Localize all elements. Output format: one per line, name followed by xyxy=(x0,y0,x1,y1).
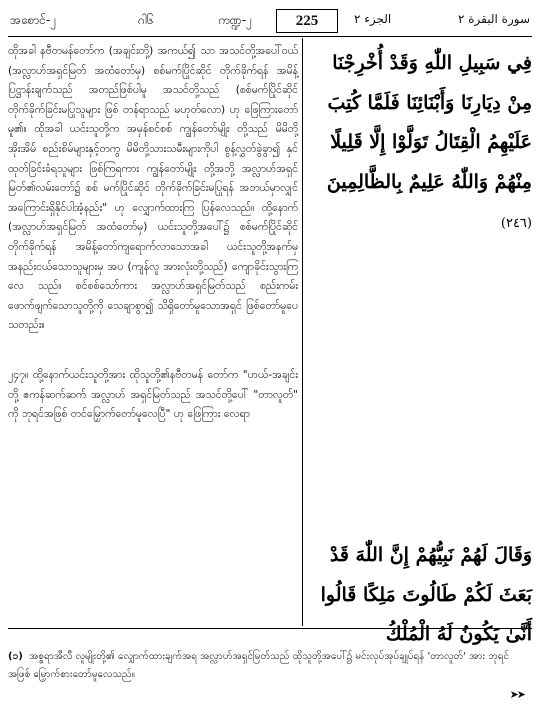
translation-paragraph-2: ၂၄၇။ ထို့နောက်ယင်းသူတို့အား ထိုသူတို့၏နဗီတမန် တော်က "ဟယ်-အချင်းတို့ ဧကန်ဆက်ဆက် အလ္လာဟ် အရှင်မြတ်သည် အသင်တို့ပေါ် "တာလူတ်" ကို ဘုရင်အဖြစ် တင်မြှောက်တော်မူလေပြီ" ဟု ဖြေကြား လေရာ xyxy=(8,368,298,421)
arabic-text-1: فِي سَبِيلِ اللّٰهِ وَقَدْ أُخْرِجْنَا مِنْ دِيَارِنَا وَأَبْنَائِنَا فَلَمَّا كُتِبَ عَلَيْهِمُ الْقِتَالُ تَوَلَّوْا إِلَّا قَلِيلًا مِنْهُمْ وَاللّٰهُ عَلِيمٌ بِالظَّالِمِينَ xyxy=(326,52,532,193)
arabic-verse-block-2 xyxy=(310,536,532,655)
arabic-column xyxy=(310,44,532,645)
surah-title: سورة البقرة ٢ xyxy=(457,12,530,26)
ayah-number-marker: (٢٤٦) xyxy=(500,216,532,231)
ayah-number: ٢٤٦ xyxy=(505,216,527,231)
page-header xyxy=(8,8,532,37)
footnote-marker: (၁) xyxy=(8,651,23,662)
footnote xyxy=(8,648,523,684)
arabic-text-2: وَقَالَ لَهُمْ نَبِيُّهُمْ إِنَّ اللّٰهَ قَدْ بَعَثَ لَكُمْ طَالُوتَ مَلِكًا قَالُوا أَنَّىٰ يَكُونُ لَهُ الْمُلْكُ xyxy=(320,544,532,645)
column-divider xyxy=(302,38,303,626)
footnote-divider xyxy=(8,628,532,629)
chapter-label: ကဏ္ဍ-၂ xyxy=(218,13,253,27)
translation-paragraph-1: ထိုအခါ နဗီတမန်တော်က (အချင်းတို့) အကယ်၍ သာ အသင်တို့အပေါ်ဝယ် (အလ္လာဟ်အရှင်မြတ် အထံတော်မှ) စစ်မက်ပြိုင်ဆိုင် တိုက်ခိုက်ရန် အမိန့် ပြဋ္ဌာန်းချက်သည် အတည်ဖြစ်ပါမူ အသင်တို့သည် (စစ်မက်ပြိုင်ဆိုင် တိုက်ခိုက်ခြင်းမပြုသူများ ဖြစ် တန်ရာသည် မဟုတ်လော) ဟု ဖြေကြားတော်မူ၏။ ထိုအခါ ယင်းသူတို့က အမှန်စင်စစ် ကျွန်တော်မျိုး တို့သည် မိမိတို့အိုးအိမ် စည်းစိမ်များနှင့်တကွ မိမိတို့သားသမီးများကိုပါ စွန့်လွှတ်ခွဲခွာ၍ နှင် ထုတ်ခြင်းခံရသူများ ဖြစ်ကြရကား ကျွန်တော်မျိုး တို့အဘို့ အလ္လာဟ်အရှင်မြတ်၏လမ်းတော်၌ စစ် မက်ပြိုင်ဆိုင် တိုက်ခိုက်ခြင်းမပြုရန် အဘယ်မှာလျှင် အကြောင်းရှိနိုင်ပါအံ့နည်း" ဟု လျှောက်ထားကြ ပြန်လေသည်။ ထို့နောက် (အလ္လာဟ်အရှင်မြတ် အထံတော်မှ) ယင်းသူတို့အပေါ်၌ စစ်မက်ပြိုင်ဆိုင် တိုက်ခိုက်ရန် အမိန့်တော်ကျရောက်လာသောအခါ ယင်းသူတို့အနက်မှ အနည်းငယ်သောသူများမှ အပ (ကျန်လူ အားလုံးတို့သည်) ကျောခိုင်းသွားကြလေ သည်။ စင်စစ်သော်ကား အလ္လာဟ်အရှင်မြတ်သည် စည်းကမ်းဖောက်ဖျက်သောသူတို့ကို သေချာစွာ၍ သိရှိတော်မူသောအရှင် ဖြစ်တော်မူပေသတည်း။ xyxy=(8,45,298,332)
page-number: 225 xyxy=(276,9,338,33)
translation-column xyxy=(8,42,298,425)
juz-label: الجزء ٢ xyxy=(354,12,392,26)
section-label: ဂါ၆ xyxy=(138,13,154,27)
arabic-verse-block-1 xyxy=(310,44,532,244)
footnote-text: အစ္စရာအီလီ လူမျိုးတို့၏ လျှောက်ထားချက်အရ အလ္လာဟ်အရှင်မြတ်သည် ထိုသူတို့အပေါ်၌ မင်းလုပ်အုပ်ချုပ်ရန် 'တာလူတ်' အား ဘုရင်အဖြစ် မြှောက်စားတော်မူလေသည်။ xyxy=(8,651,510,680)
double-chevron-right-icon: ➤➤ xyxy=(509,688,524,701)
footnote-number: ၁ xyxy=(12,651,19,662)
volume-label: အစောင်-၂ xyxy=(10,13,57,27)
